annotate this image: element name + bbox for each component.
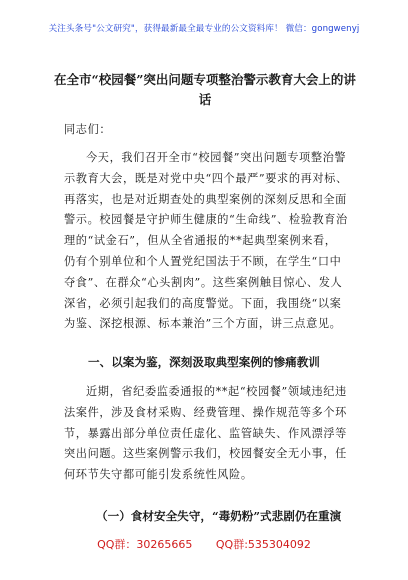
footer-qq-group-1: QQ群：30265665 bbox=[97, 538, 193, 551]
footer-qq-group-2: QQ群:535304092 bbox=[215, 538, 311, 551]
document-title-line2: 话 bbox=[198, 92, 212, 107]
document-title-line1: 在全市“校园餐”突出问题专项整治警示教育大会上的讲 bbox=[54, 72, 356, 87]
footer-contact bbox=[0, 536, 408, 552]
header-banner: 关注头条号"公文研究"，获得最新最全最专业的公文资料库！ 微信：gongwenyj bbox=[48, 24, 360, 34]
section-heading-1: 一、以案为鉴，深刻汲取典型案例的惨痛教训 bbox=[88, 355, 320, 369]
paragraph-section1: 近期，省纪委监委通报的**起“校园餐”领域违纪违法案件，涉及食材采购、经费管理、操作规范等多个环节，暴露出部分单位责任虚化、监管缺失、作风漂浮等突出问题。这些案例警示我们，校园餐安全无小事，任何环节失守都可能引发系统性风险。 bbox=[64, 385, 347, 482]
subsection-heading-1: （一）食材安全失守，“毒奶粉”式悲剧仍在重演 bbox=[96, 509, 342, 523]
salutation: 同志们： bbox=[64, 123, 112, 136]
paragraph-intro: 今天，我们召开全市“校园餐”突出问题专项整治警示教育大会，既是对党中央“四个最严”要求的再对标、再落实，也是对近期查处的典型案例的深刻反思和全面警示。校园餐是守护师生健康的“生命线”、检验教育治理的“试金石”，但从全省通报的**起典型案例来看，仍有个别单位和个人置党纪国法于不顾，在学生“口中夺食”、在群众“心头割肉”。这些案例触目惊心、发人深省，必须引起我们的高度警觉。下面，我围绕“以案为鉴、深挖根源、标本兼治”三个方面，讲三点意见。 bbox=[64, 151, 348, 331]
